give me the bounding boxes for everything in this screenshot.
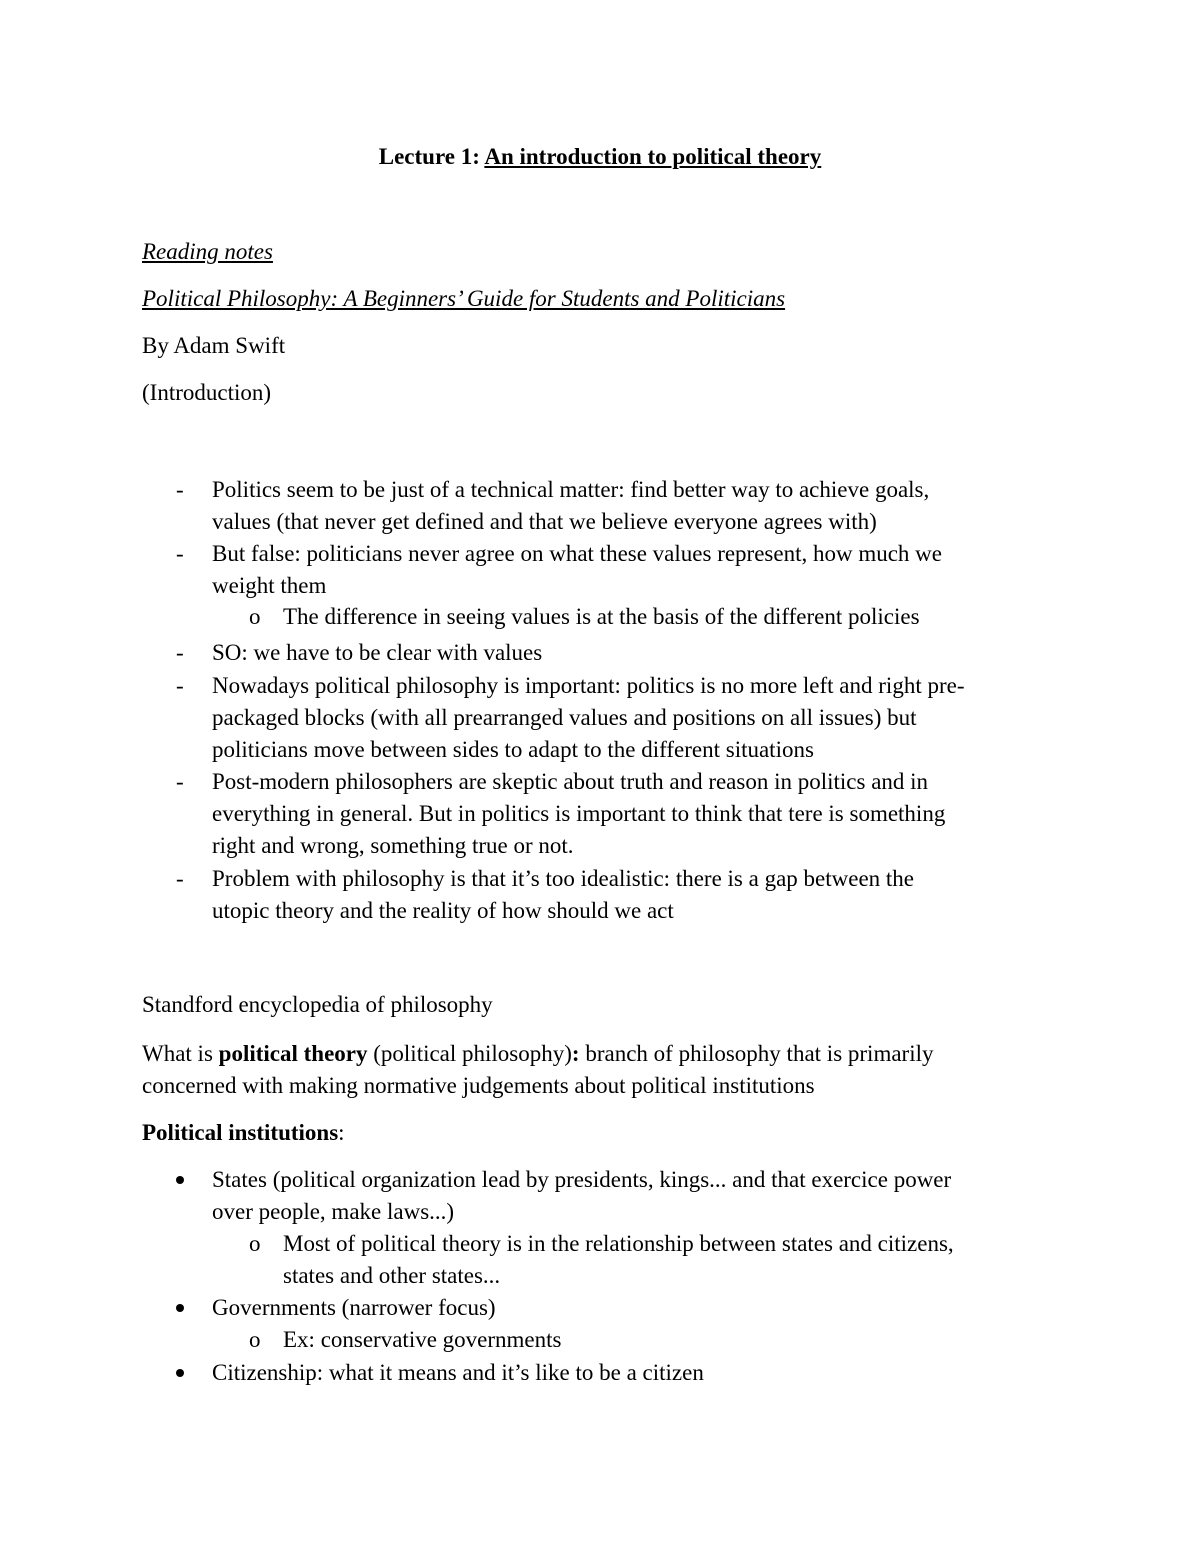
list-item: [212, 670, 1062, 766]
title-main: An introduction to political theory: [484, 144, 822, 169]
reading-notes-heading: Reading notes: [142, 239, 273, 264]
list-item-line: Nowadays political philosophy is important: politics is no more left and right pre-: [212, 673, 965, 698]
section-label: (Introduction): [142, 380, 272, 405]
list-item-line: Politics seem to be just of a technical matter: find better way to achieve goals,: [212, 477, 930, 502]
list-item-line: states and other states...: [283, 1263, 501, 1288]
bullet-dot: [176, 1304, 184, 1312]
sub-list-item: The difference in seeing values is at the basis of the different policies: [283, 604, 920, 629]
institutions-heading: [142, 1117, 345, 1149]
page-title: [142, 141, 1058, 173]
list-item: Citizenship: what it means and it’s like to be a citizen: [212, 1360, 704, 1385]
sub-marker: o: [249, 1231, 261, 1256]
sub-marker: o: [249, 604, 261, 629]
bullet-dot: [176, 1176, 184, 1184]
list-item-line: weight them: [212, 573, 327, 598]
dash-marker: -: [176, 541, 184, 566]
dash-marker: -: [176, 477, 184, 502]
dash-marker: -: [176, 640, 184, 665]
definition-colon: :: [571, 1041, 580, 1066]
encyclopedia-heading: Standford encyclopedia of philosophy: [142, 992, 493, 1017]
list-item-line: over people, make laws...): [212, 1199, 455, 1224]
list-item: SO: we have to be clear with values: [212, 640, 543, 665]
definition-term: political theory: [218, 1041, 368, 1066]
sub-list-item: Ex: conservative governments: [283, 1327, 562, 1352]
bullet-dot: [176, 1369, 184, 1377]
sub-marker: o: [249, 1327, 261, 1352]
list-item-line: Problem with philosophy is that it’s too idealistic: there is a gap between the: [212, 866, 915, 891]
list-item-line: everything in general. But in politics is important to think that tere is something: [212, 801, 946, 826]
list-item-line: values (that never get defined and that we believe everyone agrees with): [212, 509, 877, 534]
list-item-line: utopic theory and the reality of how should we act: [212, 898, 674, 923]
list-item: [212, 474, 1062, 538]
dash-marker: -: [176, 673, 184, 698]
list-item: [212, 863, 1062, 927]
list-item-line: Most of political theory is in the relationship between states and citizens,: [283, 1231, 954, 1256]
list-item-line: politicians move between sides to adapt to the different situations: [212, 737, 814, 762]
list-item: [212, 766, 1062, 862]
list-item: Governments (narrower focus): [212, 1295, 496, 1320]
title-prefix: Lecture 1:: [378, 144, 480, 169]
institutions-label: Political institutions: [142, 1120, 339, 1145]
definition-paragraph: [142, 1038, 1042, 1102]
list-item: [212, 538, 1062, 602]
institutions-colon: :: [338, 1120, 345, 1145]
book-title: Political Philosophy: A Beginners’ Guide for Students and Politicians: [142, 286, 786, 311]
sub-list-item: [283, 1228, 1063, 1292]
definition-text: branch of philosophy that is primarily: [579, 1041, 934, 1066]
list-item-line: packaged blocks (with all prearranged values and positions on all issues) but: [212, 705, 917, 730]
dash-marker: -: [176, 769, 184, 794]
definition-lead: What is: [142, 1041, 219, 1066]
list-item-line: But false: politicians never agree on what these values represent, how much we: [212, 541, 943, 566]
list-item-line: right and wrong, something true or not.: [212, 833, 574, 858]
definition-line: concerned with making normative judgements about political institutions: [142, 1073, 815, 1098]
list-item: [212, 1164, 1062, 1228]
definition-paren: (political philosophy): [367, 1041, 572, 1066]
dash-marker: -: [176, 866, 184, 891]
book-author: By Adam Swift: [142, 333, 286, 358]
definition-line: [142, 1038, 1042, 1070]
list-item-line: Post-modern philosophers are skeptic about truth and reason in politics and in: [212, 769, 929, 794]
list-item-line: States (political organization lead by presidents, kings... and that exercice power: [212, 1167, 952, 1192]
